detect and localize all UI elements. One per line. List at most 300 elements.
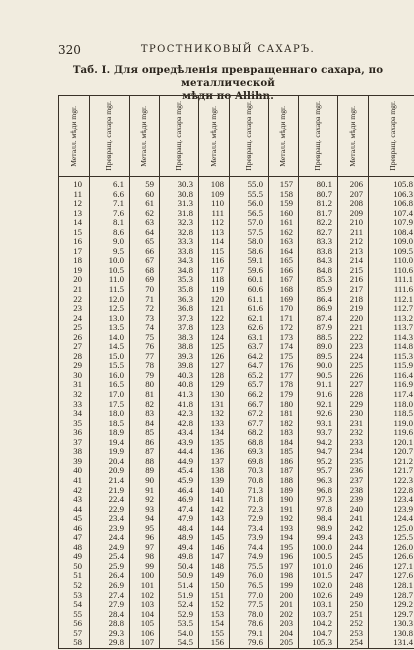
table-cell: 253 — [338, 629, 369, 639]
table-cell: 110.0 — [369, 256, 414, 266]
table-cell: 50.9 — [160, 571, 199, 581]
table-cell: 103.7 — [299, 610, 338, 620]
table-cell: 146 — [199, 543, 230, 553]
table-cell: 192 — [269, 514, 299, 524]
table-cell: 226 — [338, 371, 369, 381]
table-cell: 15 — [59, 228, 90, 238]
table-cell: 22.4 — [90, 495, 130, 505]
table-cell: 149 — [199, 571, 230, 581]
table-cell: 8.1 — [90, 218, 130, 228]
table-cell: 115 — [199, 247, 230, 257]
table-cell: 127.6 — [369, 571, 414, 581]
table-cell: 124.4 — [369, 514, 414, 524]
table-cell: 111.1 — [369, 275, 414, 285]
table-cell: 128 — [199, 371, 230, 381]
table-cell: 77 — [130, 352, 160, 362]
table-cell: 189 — [269, 486, 299, 496]
table-cell: 160 — [269, 209, 299, 219]
table-cell: 47.4 — [160, 505, 199, 515]
table-cell: 36.3 — [160, 295, 199, 305]
table-cell: 106 — [130, 629, 160, 639]
table-cell: 235 — [338, 457, 369, 467]
table-cell: 247 — [338, 571, 369, 581]
table-cell: 29 — [59, 361, 90, 371]
table-cell: 10.0 — [90, 256, 130, 266]
table-cell: 130.8 — [369, 629, 414, 639]
table-cell: 57 — [59, 629, 90, 639]
column-header-label: Металл. мѣди mgr. — [278, 105, 288, 167]
table-cell: 52 — [59, 581, 90, 591]
table-cell: 45.9 — [160, 476, 199, 486]
table-cell: 100 — [130, 571, 160, 581]
table-cell: 180 — [269, 400, 299, 410]
table-cell: 74.4 — [230, 543, 269, 553]
table-cell: 37 — [59, 438, 90, 448]
table-cell: 34.8 — [160, 266, 199, 276]
table-cell: 71 — [130, 295, 160, 305]
table-cell: 99.4 — [299, 533, 338, 543]
table-cell: 211 — [338, 228, 369, 238]
table-cell: 123.9 — [369, 505, 414, 515]
table-cell: 33 — [59, 400, 90, 410]
table-cell: 187 — [269, 466, 299, 476]
table-cell: 173 — [269, 333, 299, 343]
table-cell: 20.4 — [90, 457, 130, 467]
table-cell: 11.0 — [90, 275, 130, 285]
table-cell: 158 — [269, 190, 299, 200]
table-row — [59, 638, 414, 648]
table-cell: 94.2 — [299, 438, 338, 448]
table-cell: 228 — [338, 390, 369, 400]
table-cell: 62.6 — [230, 323, 269, 333]
table-cell: 112 — [199, 218, 230, 228]
table-cell: 225 — [338, 361, 369, 371]
table-cell: 62 — [130, 209, 160, 219]
table-cell: 194 — [269, 533, 299, 543]
table-cell: 129.2 — [369, 600, 414, 610]
table-cell: 214 — [338, 256, 369, 266]
column-header — [369, 96, 414, 177]
table-cell: 85.3 — [299, 275, 338, 285]
table-cell: 101.5 — [299, 571, 338, 581]
table-cell: 157 — [269, 177, 299, 190]
table-cell: 109 — [199, 190, 230, 200]
table-cell: 52.4 — [160, 600, 199, 610]
table-cell: 98.9 — [299, 524, 338, 534]
table-cell: 54 — [59, 600, 90, 610]
table-cell: 230 — [338, 409, 369, 419]
table-cell: 112.1 — [369, 295, 414, 305]
table-cell: 96.3 — [299, 476, 338, 486]
table-cell: 83.8 — [299, 247, 338, 257]
table-cell: 77.0 — [230, 591, 269, 601]
table-cell: 103 — [130, 600, 160, 610]
table-cell: 46.9 — [160, 495, 199, 505]
table-cell: 75.5 — [230, 562, 269, 572]
table-cell: 142 — [199, 505, 230, 515]
running-head — [58, 43, 398, 57]
table-cell: 55.0 — [230, 177, 269, 190]
column-header-label: Превращ. сахара mgr. — [173, 101, 183, 171]
table-cell: 212 — [338, 237, 369, 247]
caption-line-1: Таб. I. Для опредѣленія превращеннаго сахара, по металлической — [72, 64, 384, 89]
table-cell: 93.7 — [299, 428, 338, 438]
table-cell: 6.1 — [90, 177, 130, 190]
table-cell: 60.1 — [230, 275, 269, 285]
table-cell: 84.3 — [299, 256, 338, 266]
table-cell: 254 — [338, 638, 369, 648]
table-cell: 80.1 — [299, 177, 338, 190]
table-cell: 41 — [59, 476, 90, 486]
table-cell: 161 — [269, 218, 299, 228]
table-cell: 38.8 — [160, 342, 199, 352]
table-cell: 8.6 — [90, 228, 130, 238]
table-cell: 46 — [59, 524, 90, 534]
table-cell: 71.3 — [230, 486, 269, 496]
table-cell: 68.2 — [230, 428, 269, 438]
table-cell: 94.7 — [299, 447, 338, 457]
table-cell: 198 — [269, 571, 299, 581]
table-cell: 117.4 — [369, 390, 414, 400]
table-cell: 222 — [338, 333, 369, 343]
table-cell: 181 — [269, 409, 299, 419]
table-cell: 39.3 — [160, 352, 199, 362]
table-cell: 97.8 — [299, 505, 338, 515]
table-cell: 102.6 — [299, 591, 338, 601]
table-cell: 144 — [199, 524, 230, 534]
table-cell: 201 — [269, 600, 299, 610]
table-cell: 119.6 — [369, 428, 414, 438]
table-cell: 98.4 — [299, 514, 338, 524]
table-cell: 35.8 — [160, 285, 199, 295]
table-cell: 25.9 — [90, 562, 130, 572]
table-cell: 191 — [269, 505, 299, 515]
table-cell: 43.9 — [160, 438, 199, 448]
table-cell: 111.6 — [369, 285, 414, 295]
table-cell: 57.5 — [230, 228, 269, 238]
table-cell: 26.9 — [90, 581, 130, 591]
table-cell: 19.4 — [90, 438, 130, 448]
table-cell: 17.0 — [90, 390, 130, 400]
table-cell: 151 — [199, 591, 230, 601]
table-cell: 243 — [338, 533, 369, 543]
table-cell: 40.3 — [160, 371, 199, 381]
table-cell: 219 — [338, 304, 369, 314]
table-cell: 18 — [59, 256, 90, 266]
table-cell: 20.9 — [90, 466, 130, 476]
column-header-label: Металл. мѣди mgr. — [347, 105, 357, 167]
table-cell: 30 — [59, 371, 90, 381]
table-cell: 100.0 — [299, 543, 338, 553]
table-cell: 105 — [130, 619, 160, 629]
table-cell: 12.0 — [90, 295, 130, 305]
table-cell: 55 — [59, 610, 90, 620]
table-cell: 245 — [338, 552, 369, 562]
table-cell: 76 — [130, 342, 160, 352]
table-cell: 107.4 — [369, 209, 414, 219]
table-cell: 121 — [199, 304, 230, 314]
table-cell: 138 — [199, 466, 230, 476]
table-cell: 104.7 — [299, 629, 338, 639]
table-cell: 87.4 — [299, 314, 338, 324]
table-cell: 29.8 — [90, 638, 130, 648]
table-cell: 196 — [269, 552, 299, 562]
table-cell: 72.3 — [230, 505, 269, 515]
table-cell: 77.5 — [230, 600, 269, 610]
table-cell: 74.9 — [230, 552, 269, 562]
table-cell: 57.0 — [230, 218, 269, 228]
table-cell: 13 — [59, 209, 90, 219]
table-cell: 49.8 — [160, 552, 199, 562]
table-cell: 69.3 — [230, 447, 269, 457]
table-cell: 38 — [59, 447, 90, 457]
table-cell: 79 — [130, 371, 160, 381]
table-cell: 51.4 — [160, 581, 199, 591]
table-cell: 73.9 — [230, 533, 269, 543]
table-cell: 45 — [59, 514, 90, 524]
table-cell: 210 — [338, 218, 369, 228]
table-cell: 72 — [130, 304, 160, 314]
table-cell: 123 — [199, 323, 230, 333]
table-cell: 16.5 — [90, 380, 130, 390]
table-cell: 69.8 — [230, 457, 269, 467]
table-cell: 61.1 — [230, 295, 269, 305]
table-cell: 12.5 — [90, 304, 130, 314]
table-cell: 100.5 — [299, 552, 338, 562]
table-cell: 153 — [199, 610, 230, 620]
table-cell: 126 — [199, 352, 230, 362]
table-cell: 65.7 — [230, 380, 269, 390]
table-cell: 109.0 — [369, 237, 414, 247]
table-cell: 90.0 — [299, 361, 338, 371]
table-cell: 24.9 — [90, 543, 130, 553]
table-cell: 56.5 — [230, 209, 269, 219]
table-cell: 203 — [269, 619, 299, 629]
column-header-label: Превращ. сахара mgr. — [312, 101, 322, 171]
table-cell: 95.7 — [299, 466, 338, 476]
table-cell: 13.5 — [90, 323, 130, 333]
table-cell: 200 — [269, 591, 299, 601]
table-cell: 223 — [338, 342, 369, 352]
table-cell: 79.6 — [230, 638, 269, 648]
table-cell: 66.7 — [230, 400, 269, 410]
table-cell: 49 — [59, 552, 90, 562]
table-cell: 64 — [130, 228, 160, 238]
table-cell: 93 — [130, 505, 160, 515]
table-cell: 29.3 — [90, 629, 130, 639]
table-cell: 88 — [130, 457, 160, 467]
table-cell: 125 — [199, 342, 230, 352]
table-cell: 48.4 — [160, 524, 199, 534]
table-cell: 127.1 — [369, 562, 414, 572]
table-cell: 27 — [59, 342, 90, 352]
table-cell: 150 — [199, 581, 230, 591]
table-cell: 41.3 — [160, 390, 199, 400]
table-cell: 9.5 — [90, 247, 130, 257]
table-cell: 76.0 — [230, 571, 269, 581]
table-cell: 87 — [130, 447, 160, 457]
table-cell: 30.8 — [160, 190, 199, 200]
table-cell: 208 — [338, 199, 369, 209]
table-cell: 79.1 — [230, 629, 269, 639]
table-cell: 169 — [269, 295, 299, 305]
table-cell: 51.9 — [160, 591, 199, 601]
table-cell: 92 — [130, 495, 160, 505]
table-cell: 64.7 — [230, 361, 269, 371]
table-cell: 119.0 — [369, 419, 414, 429]
table-cell: 85 — [130, 428, 160, 438]
table-cell: 121.2 — [369, 457, 414, 467]
table-cell: 42 — [59, 486, 90, 496]
table-cell: 126.0 — [369, 543, 414, 553]
table-cell: 124 — [199, 333, 230, 343]
table-cell: 171 — [269, 314, 299, 324]
table-cell: 92.6 — [299, 409, 338, 419]
column-header — [230, 96, 269, 177]
table-cell: 154 — [199, 619, 230, 629]
column-header-label: Металл. мѣди mgr. — [208, 105, 218, 167]
table-cell: 68 — [130, 266, 160, 276]
table-cell: 137 — [199, 457, 230, 467]
table-cell: 110 — [199, 199, 230, 209]
table-cell: 213 — [338, 247, 369, 257]
column-header — [299, 96, 338, 177]
column-header — [160, 96, 199, 177]
running-title: ТРОСТНИКОВЫЙ САХАРЪ. — [140, 44, 316, 55]
table-cell: 209 — [338, 209, 369, 219]
table-cell: 251 — [338, 610, 369, 620]
table-cell: 55.5 — [230, 190, 269, 200]
table-cell: 65 — [130, 237, 160, 247]
table-cell: 174 — [269, 342, 299, 352]
table-cell: 113 — [199, 228, 230, 238]
column-header-label: Металл. мѣди mgr. — [139, 105, 149, 167]
table-cell: 106.3 — [369, 190, 414, 200]
table-cell: 14 — [59, 218, 90, 228]
table-cell: 86.9 — [299, 304, 338, 314]
table-cell: 224 — [338, 352, 369, 362]
table-cell: 96 — [130, 533, 160, 543]
table-cell: 101.0 — [299, 562, 338, 572]
table-cell: 156 — [199, 638, 230, 648]
table-cell: 40.8 — [160, 380, 199, 390]
table-cell: 202 — [269, 610, 299, 620]
column-header-label: Превращ. сахара mgr. — [104, 101, 114, 171]
table-cell: 125.0 — [369, 524, 414, 534]
table-cell: 114.8 — [369, 342, 414, 352]
table-cell: 10.5 — [90, 266, 130, 276]
table-cell: 190 — [269, 495, 299, 505]
table-cell: 207 — [338, 190, 369, 200]
table-cell: 16 — [59, 237, 90, 247]
table-cell: 90 — [130, 476, 160, 486]
table-cell: 122 — [199, 314, 230, 324]
table-cell: 227 — [338, 380, 369, 390]
table-cell: 78.6 — [230, 619, 269, 629]
table-cell: 109.5 — [369, 247, 414, 257]
table-cell: 139 — [199, 476, 230, 486]
table-cell: 129 — [199, 380, 230, 390]
table-cell: 99 — [130, 562, 160, 572]
table-cell: 91.1 — [299, 380, 338, 390]
table-cell: 22 — [59, 295, 90, 305]
table-cell: 78.0 — [230, 610, 269, 620]
table-cell: 35 — [59, 419, 90, 429]
table-cell: 22.9 — [90, 505, 130, 515]
table-cell: 117 — [199, 266, 230, 276]
table-cell: 25.4 — [90, 552, 130, 562]
table-cell: 39 — [59, 457, 90, 467]
table-cell: 102 — [130, 591, 160, 601]
table-cell: 66.2 — [230, 390, 269, 400]
table-cell: 16.0 — [90, 371, 130, 381]
table-cell: 53 — [59, 591, 90, 601]
table-cell: 218 — [338, 295, 369, 305]
table-cell: 64.2 — [230, 352, 269, 362]
table-cell: 58 — [59, 638, 90, 648]
table-cell: 6.6 — [90, 190, 130, 200]
table-cell: 19.9 — [90, 447, 130, 457]
table-cell: 89.0 — [299, 342, 338, 352]
table-cell: 44 — [59, 505, 90, 515]
table-cell: 7.1 — [90, 199, 130, 209]
table-cell: 128.7 — [369, 591, 414, 601]
table-cell: 31 — [59, 380, 90, 390]
table-cell: 70.3 — [230, 466, 269, 476]
table-cell: 14.5 — [90, 342, 130, 352]
column-header — [338, 96, 369, 177]
table-cell: 23.9 — [90, 524, 130, 534]
table-cell: 195 — [269, 543, 299, 553]
table-cell: 163 — [269, 237, 299, 247]
table-cell: 104.2 — [299, 619, 338, 629]
table-cell: 76.5 — [230, 581, 269, 591]
table-cell: 60 — [130, 190, 160, 200]
table-cell: 143 — [199, 514, 230, 524]
column-header — [269, 96, 299, 177]
table-cell: 15.5 — [90, 361, 130, 371]
table-cell: 135 — [199, 438, 230, 448]
table-cell: 108.4 — [369, 228, 414, 238]
table-cell: 238 — [338, 486, 369, 496]
table-cell: 233 — [338, 438, 369, 448]
table-cell: 141 — [199, 495, 230, 505]
table-cell: 33.8 — [160, 247, 199, 257]
table-cell: 236 — [338, 466, 369, 476]
table-cell: 41.8 — [160, 400, 199, 410]
table-cell: 21 — [59, 285, 90, 295]
table-cell: 97.3 — [299, 495, 338, 505]
table-cell: 59.6 — [230, 266, 269, 276]
table-cell: 113.2 — [369, 314, 414, 324]
table-cell: 48 — [59, 543, 90, 553]
table-cell: 25 — [59, 323, 90, 333]
table-cell: 11.5 — [90, 285, 130, 295]
table-cell: 178 — [269, 380, 299, 390]
table-cell: 73 — [130, 314, 160, 324]
table-cell: 14.0 — [90, 333, 130, 343]
table-cell: 68.8 — [230, 438, 269, 448]
table-cell: 204 — [269, 629, 299, 639]
table-header-row — [59, 96, 414, 177]
table-cell: 80.7 — [299, 190, 338, 200]
table-cell: 176 — [269, 361, 299, 371]
table-cell: 35.3 — [160, 275, 199, 285]
table-cell: 96.8 — [299, 486, 338, 496]
table-cell: 241 — [338, 514, 369, 524]
table-cell: 39.8 — [160, 361, 199, 371]
table-cell: 130.3 — [369, 619, 414, 629]
